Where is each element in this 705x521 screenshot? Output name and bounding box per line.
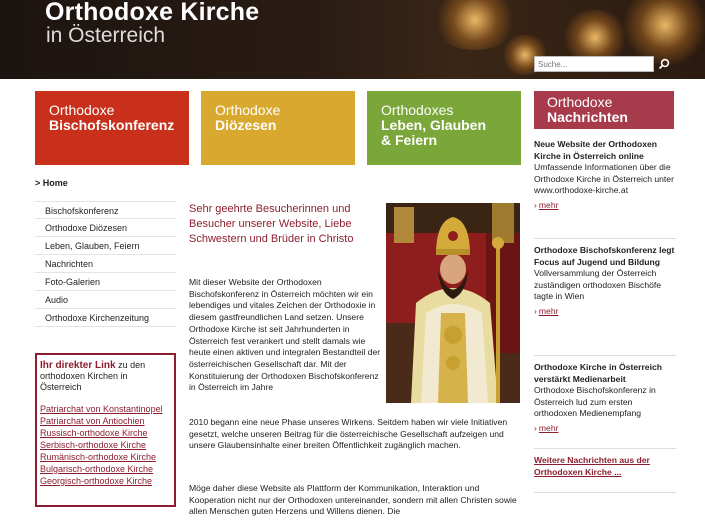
intro-paragraph-continued: 2010 begann eine neue Phase unseres Wirkens. Seitdem haben wir viele Initiativen gesetzt, welche unseren Beitrag für die österreichische Gesellschaft aufzeigen und unsere Glaubensinhalte einer breiten Öffentlichkeit zugänglich machen. xyxy=(189,417,508,451)
site-title[interactable]: Orthodoxe Kirche xyxy=(45,0,260,26)
news-divider xyxy=(534,355,676,356)
sidebar-item-dioezesen[interactable]: Orthodoxe Diözesen xyxy=(35,219,176,237)
sidebar-item-audio[interactable]: Audio xyxy=(35,291,176,309)
news-more-label: mehr xyxy=(538,199,559,210)
tile-dioezesen[interactable] xyxy=(201,91,355,165)
tile-line1: Orthodoxe xyxy=(547,94,613,110)
direct-links-rest: zu den orthodoxen Kirchen in Österreich xyxy=(40,360,146,392)
news-divider xyxy=(534,238,676,239)
news-headline[interactable]: Orthodoxe Kirche in Österreich verstärkt Medienarbeit xyxy=(534,362,662,384)
news-item xyxy=(534,245,676,317)
news-text: Orthodoxe Bischofskonferenz in Österreich lud zum ersten orthodoxen Medienempfang xyxy=(534,385,656,418)
news-item xyxy=(534,362,676,434)
second-paragraph: Möge daher diese Website als Plattform der Kommunikation, Interaktion und Kooperation nicht nur der Orthodoxen untereinander, sondern mit allen Christen sowie allen Menschen guten Herzens und Willens dienen. Die xyxy=(189,483,517,517)
sidebar-item-foto-galerien[interactable]: Foto-Galerien xyxy=(35,273,176,291)
news-text: Umfassende Informationen über die Orthodoxe Kirche in Österreich unter www.orthodoxe-kirche.at xyxy=(534,162,674,195)
tile-nachrichten[interactable] xyxy=(534,91,674,129)
church-link[interactable]: Georgisch-orthodoxe Kirche xyxy=(40,476,153,486)
church-link[interactable]: Patriarchat von Konstantinopel xyxy=(40,404,163,414)
arrow-right-icon: › xyxy=(534,305,537,316)
greeting-heading: Sehr geehrte Besucherinnen und Besucher unserer Website, Liebe Schwestern und Brüder in Christo xyxy=(189,203,354,245)
news-more-label: mehr xyxy=(538,422,559,433)
sidebar-item-bischofskonferenz[interactable]: Bischofskonferenz xyxy=(35,201,176,219)
news-headline[interactable]: Orthodoxe Bischofskonferenz legt Focus auf Jugend und Bildung xyxy=(534,245,675,267)
tile-line2: Nachrichten xyxy=(547,109,628,125)
bishop-photo xyxy=(386,203,520,403)
site-header xyxy=(0,0,705,79)
search-input[interactable] xyxy=(534,56,654,72)
search-button[interactable] xyxy=(656,55,672,73)
tile-bischofskonferenz[interactable] xyxy=(35,91,189,165)
tile-line3: & Feiern xyxy=(381,132,438,148)
search-icon xyxy=(658,58,670,70)
arrow-right-icon: › xyxy=(534,199,537,210)
more-news-link[interactable]: Weitere Nachrichten aus der Orthodoxen Kirche ... xyxy=(534,455,650,477)
sidebar-item-kirchenzeitung[interactable]: Orthodoxe Kirchenzeitung xyxy=(35,309,176,327)
direct-links-box xyxy=(35,353,176,507)
church-link[interactable]: Rumänisch-orthodoxe Kirche xyxy=(40,452,157,462)
intro-paragraph: Mit dieser Website der Orthodoxen Bischofskonferenz in Österreich möchten wir ein lebendiges und vitales Zeichen der Orthodoxie in diesem gastfreundlichen Land setzen. Unsere Orthodoxe Kirche ist seit Jahrhunderten in Österreich fest verankert und stellt damals wie heute einen aktiven und integralen Bestandteil der österreichischen Gesellschaft dar. Mit der Konstituierung der Orthodoxen Bischofskonferenz in Österreich im Jahre xyxy=(189,277,381,393)
church-link[interactable]: Russisch-orthodoxe Kirche xyxy=(40,428,148,438)
sidebar-item-nachrichten[interactable]: Nachrichten xyxy=(35,255,176,273)
bishop-photo-illustration xyxy=(386,203,520,403)
church-links-list xyxy=(40,403,171,487)
sidebar-item-leben-glauben-feiern[interactable]: Leben, Glauben, Feiern xyxy=(35,237,176,255)
sidebar-nav xyxy=(35,201,176,327)
news-divider xyxy=(534,492,676,493)
tile-line2: Bischofskonferenz xyxy=(49,117,175,133)
church-link[interactable]: Patriarchat von Antiochien xyxy=(40,416,145,426)
news-divider xyxy=(534,448,676,449)
news-more-link[interactable] xyxy=(534,306,676,318)
tile-line2: Leben, Glauben xyxy=(381,117,487,133)
news-text: Vollversammlung der Österreich zuständigen orthodoxen Bischöfe tagte in Wien xyxy=(534,268,662,301)
tile-leben-glauben-feiern[interactable] xyxy=(367,91,521,165)
direct-links-intro xyxy=(40,360,171,393)
tile-line1: Orthodoxes xyxy=(381,102,454,118)
news-more-link[interactable] xyxy=(534,423,676,435)
tile-line1: Orthodoxe xyxy=(215,102,281,118)
news-more-label: mehr xyxy=(538,305,559,316)
direct-links-lead: Ihr direkter Link xyxy=(40,360,116,371)
arrow-right-icon: › xyxy=(534,422,537,433)
tile-line2: Diözesen xyxy=(215,117,277,133)
church-link[interactable]: Serbisch-orthodoxe Kirche xyxy=(40,440,147,450)
tile-line1: Orthodoxe xyxy=(49,102,115,118)
site-subtitle: in Österreich xyxy=(46,24,166,47)
news-more-link[interactable] xyxy=(534,200,676,212)
breadcrumb[interactable]: > Home xyxy=(35,178,68,188)
church-link[interactable]: Bulgarisch-orthodoxe Kirche xyxy=(40,464,154,474)
news-headline[interactable]: Neue Website der Orthodoxen Kirche in Österreich online xyxy=(534,139,658,161)
news-item xyxy=(534,139,676,211)
